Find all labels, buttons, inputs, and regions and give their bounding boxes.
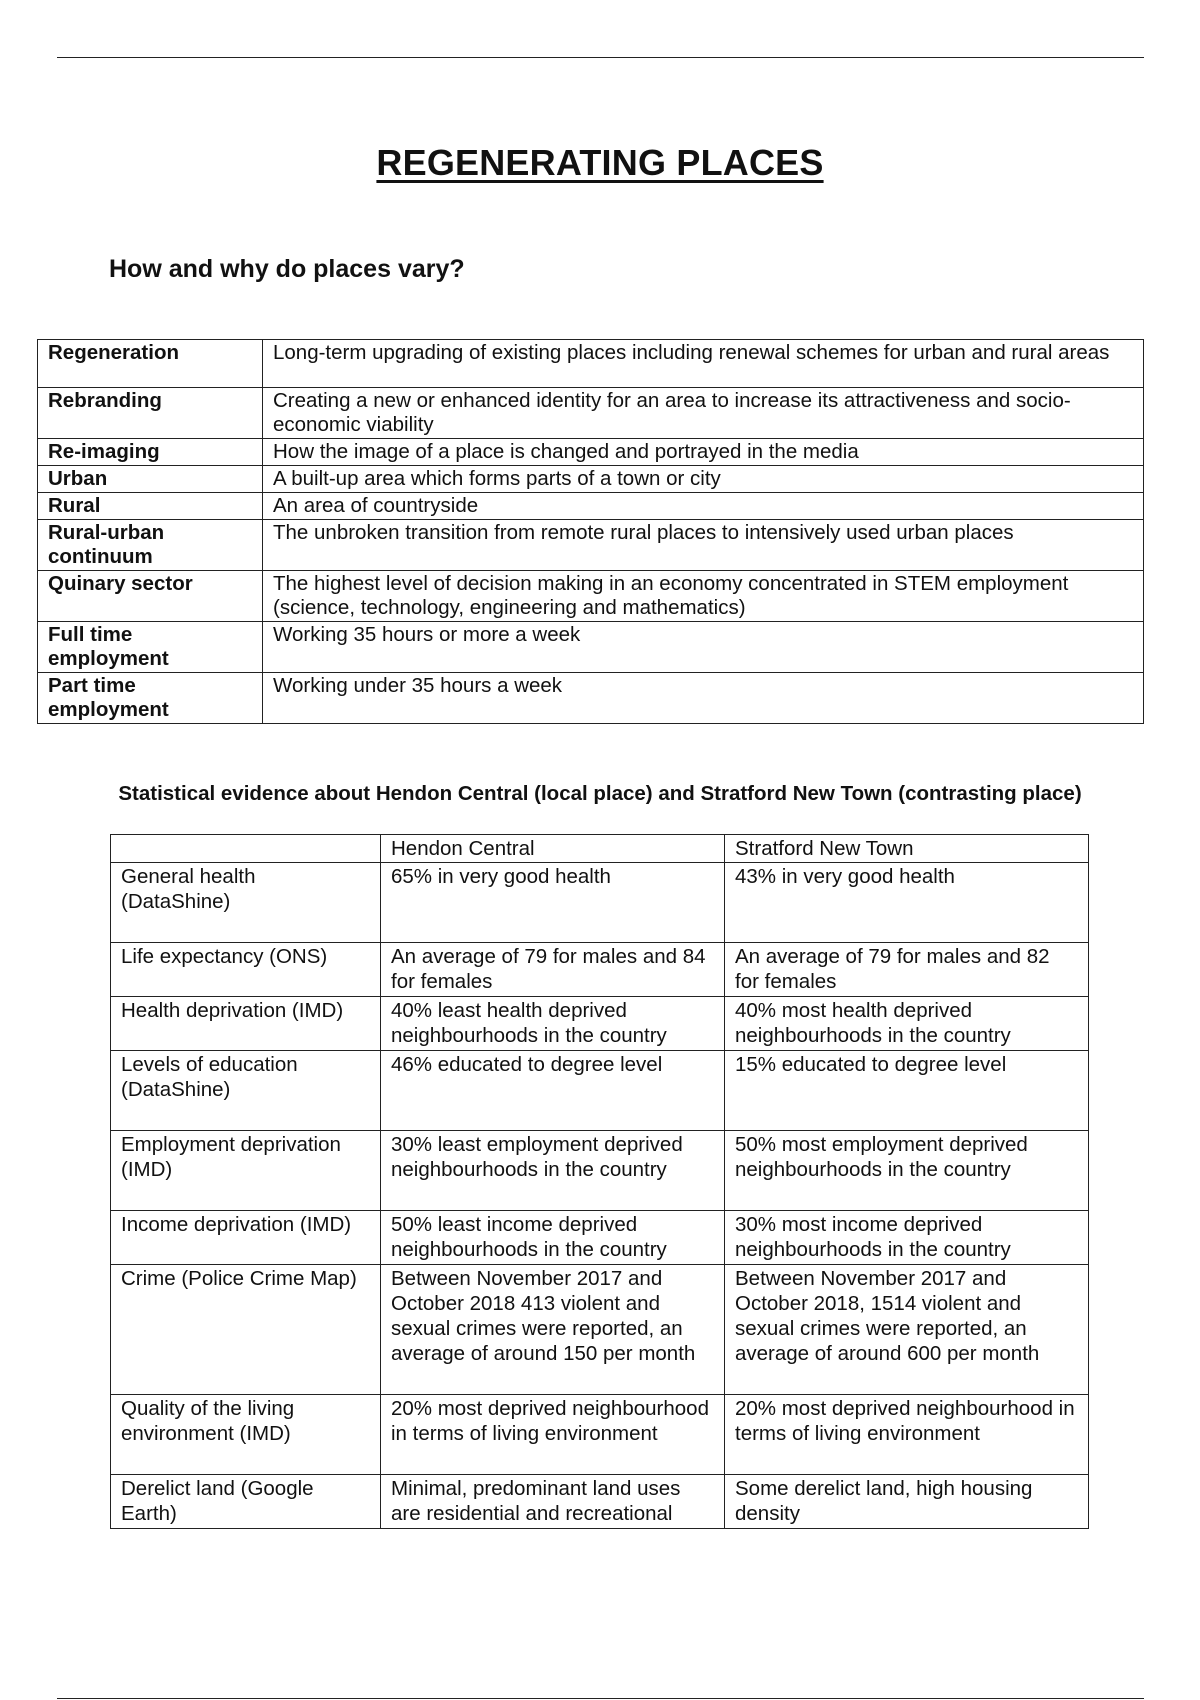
- glossary-row: [38, 388, 1144, 439]
- stats-hendon-value: An average of 79 for males and 84 for females: [381, 943, 725, 997]
- section-heading-text: How and why do places vary?: [109, 255, 465, 283]
- stats-table: [110, 834, 1089, 1529]
- stats-stratford-value: 50% most employment deprived neighbourhoods in the country: [725, 1131, 1089, 1211]
- stats-indicator: Crime (Police Crime Map): [111, 1265, 381, 1395]
- glossary-term: Rural: [38, 493, 263, 520]
- stats-stratford-value: Between November 2017 and October 2018, 1514 violent and sexual crimes were reported, an average of around 600 per month: [725, 1265, 1089, 1395]
- glossary-row: [38, 673, 1144, 724]
- stats-body: [111, 835, 1089, 1529]
- glossary-row: [38, 439, 1144, 466]
- stats-hendon-value: 40% least health deprived neighbourhoods in the country: [381, 997, 725, 1051]
- page-title: REGENERATING PLACES: [376, 142, 824, 183]
- stats-hendon-value: Minimal, predominant land uses are residential and recreational: [381, 1475, 725, 1529]
- glossary-definition: How the image of a place is changed and portrayed in the media: [263, 439, 1144, 466]
- stats-hendon-value: 20% most deprived neighbourhood in terms of living environment: [381, 1395, 725, 1475]
- glossary-row: [38, 466, 1144, 493]
- glossary-definition: Working under 35 hours a week: [263, 673, 1144, 724]
- glossary-body: [38, 340, 1144, 724]
- glossary-row: [38, 622, 1144, 673]
- glossary-definition: Creating a new or enhanced identity for an area to increase its attractiveness and socio-economic viability: [263, 388, 1144, 439]
- glossary-term: Rural-urban continuum: [38, 520, 263, 571]
- stats-hendon-value: Between November 2017 and October 2018 413 violent and sexual crimes were reported, an average of around 150 per month: [381, 1265, 725, 1395]
- glossary-row: [38, 571, 1144, 622]
- glossary-row: [38, 520, 1144, 571]
- stats-row: [111, 1131, 1089, 1211]
- glossary-definition: Long-term upgrading of existing places including renewal schemes for urban and rural areas: [263, 340, 1144, 388]
- stats-indicator: Employment deprivation (IMD): [111, 1131, 381, 1211]
- glossary-definition: Working 35 hours or more a week: [263, 622, 1144, 673]
- glossary-row: [38, 493, 1144, 520]
- section-heading: [109, 255, 465, 284]
- stats-indicator: Derelict land (Google Earth): [111, 1475, 381, 1529]
- stats-stratford-value: 40% most health deprived neighbourhoods in the country: [725, 997, 1089, 1051]
- stats-row: [111, 943, 1089, 997]
- stats-indicator: Income deprivation (IMD): [111, 1211, 381, 1265]
- stats-row: [111, 1395, 1089, 1475]
- glossary-definition: A built-up area which forms parts of a town or city: [263, 466, 1144, 493]
- stats-row: [111, 1211, 1089, 1265]
- glossary-term: Urban: [38, 466, 263, 493]
- stats-caption: Statistical evidence about Hendon Central (local place) and Stratford New Town (contrasting place): [118, 782, 1082, 805]
- top-rule: [57, 57, 1144, 58]
- bottom-rule: [57, 1698, 1144, 1699]
- stats-header-row: [111, 835, 1089, 863]
- glossary-term: Full time employment: [38, 622, 263, 673]
- glossary-term: Re-imaging: [38, 439, 263, 466]
- stats-row: [111, 1265, 1089, 1395]
- stats-stratford-value: 20% most deprived neighbourhood in terms of living environment: [725, 1395, 1089, 1475]
- stats-hendon-value: 50% least income deprived neighbourhoods in the country: [381, 1211, 725, 1265]
- stats-stratford-value: 30% most income deprived neighbourhoods in the country: [725, 1211, 1089, 1265]
- stats-hendon-value: 46% educated to degree level: [381, 1051, 725, 1131]
- stats-row: [111, 1051, 1089, 1131]
- stats-header-stratford: Stratford New Town: [725, 835, 1089, 863]
- stats-header-blank: [111, 835, 381, 863]
- glossary-term: Regeneration: [38, 340, 263, 388]
- glossary-term: Quinary sector: [38, 571, 263, 622]
- stats-stratford-value: An average of 79 for males and 82 for females: [725, 943, 1089, 997]
- stats-row: [111, 1475, 1089, 1529]
- stats-row: [111, 863, 1089, 943]
- stats-indicator: General health (DataShine): [111, 863, 381, 943]
- glossary-definition: An area of countryside: [263, 493, 1144, 520]
- stats-indicator: Levels of education (DataShine): [111, 1051, 381, 1131]
- stats-header-hendon: Hendon Central: [381, 835, 725, 863]
- stats-stratford-value: Some derelict land, high housing density: [725, 1475, 1089, 1529]
- glossary-definition: The highest level of decision making in an economy concentrated in STEM employment (science, technology, engineering and mathematics): [263, 571, 1144, 622]
- stats-stratford-value: 15% educated to degree level: [725, 1051, 1089, 1131]
- stats-stratford-value: 43% in very good health: [725, 863, 1089, 943]
- stats-hendon-value: 65% in very good health: [381, 863, 725, 943]
- glossary-table: [37, 339, 1144, 724]
- stats-indicator: Life expectancy (ONS): [111, 943, 381, 997]
- glossary-definition: The unbroken transition from remote rural places to intensively used urban places: [263, 520, 1144, 571]
- stats-row: [111, 997, 1089, 1051]
- stats-hendon-value: 30% least employment deprived neighbourhoods in the country: [381, 1131, 725, 1211]
- stats-indicator: Health deprivation (IMD): [111, 997, 381, 1051]
- glossary-row: [38, 340, 1144, 388]
- stats-indicator: Quality of the living environment (IMD): [111, 1395, 381, 1475]
- glossary-term: Rebranding: [38, 388, 263, 439]
- glossary-term: Part time employment: [38, 673, 263, 724]
